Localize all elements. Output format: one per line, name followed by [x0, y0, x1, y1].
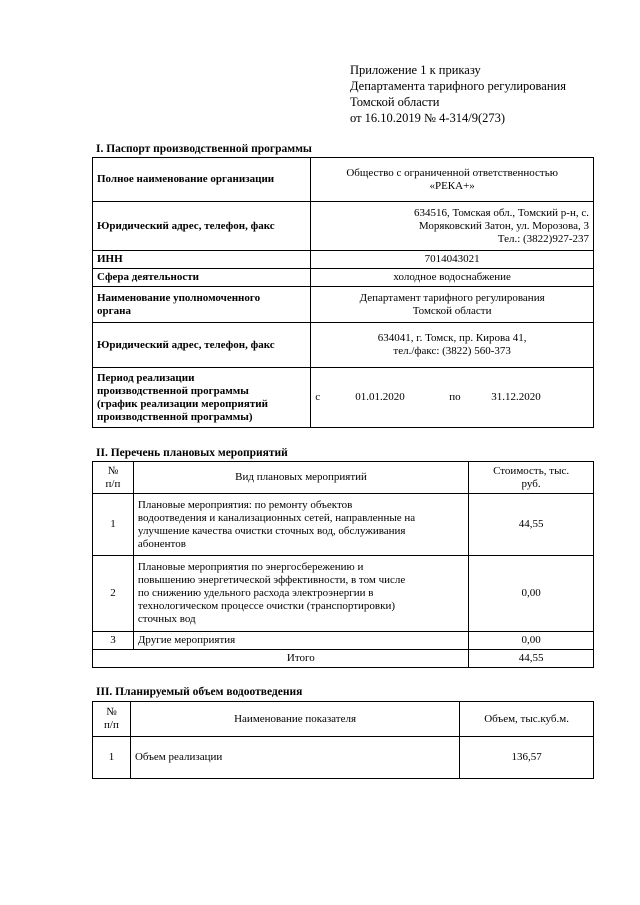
passport-table [92, 157, 594, 428]
section2-title: II. Перечень плановых мероприятий [96, 447, 288, 459]
header-volume: Объем, тыс.куб.м. [460, 702, 594, 737]
passport-value: 634516, Томская обл., Томский р-н, с. Моряковский Затон, ул. Морозова, 3 Тел.: (3822)927-237 [311, 202, 594, 251]
row-name: Другие мероприятия [133, 632, 468, 650]
appendix-header [350, 62, 566, 126]
table-header-row [93, 702, 594, 737]
period-to-date: 31.12.2020 [491, 391, 541, 403]
passport-row-period [93, 368, 594, 428]
passport-label: Сфера деятельности [93, 269, 311, 287]
row-num: 2 [93, 556, 134, 632]
passport-label: Полное наименование организации [93, 158, 311, 202]
volume-table [92, 701, 594, 779]
appendix-line-3: Томской области [350, 95, 440, 109]
total-cost: 44,55 [469, 650, 594, 668]
row-cost: 44,55 [469, 494, 594, 556]
row-num: 1 [93, 737, 131, 779]
passport-label: ИНН [93, 251, 311, 269]
table-header-row [93, 462, 594, 494]
header-name: Вид плановых мероприятий [133, 462, 468, 494]
row-name: Плановые мероприятия по энергосбережению и повышению энергетической эффективности, в том числе по снижению удельного расхода электроэнергии в технологическом процессе очистки (транспортировки) сточных вод [133, 556, 468, 632]
header-name: Наименование показателя [130, 702, 459, 737]
passport-row [93, 251, 594, 269]
passport-value: холодное водоснабжение [311, 269, 594, 287]
passport-row [93, 202, 594, 251]
passport-label: Юридический адрес, телефон, факс [93, 202, 311, 251]
passport-value: Общество с ограниченной ответственностью «РЕКА+» [311, 158, 594, 202]
period-label: Период реализации производственной программы (график реализации мероприятий производственной программы) [93, 368, 311, 428]
total-label: Итого [133, 650, 468, 668]
row-cost: 0,00 [469, 632, 594, 650]
period-from-word: с [315, 391, 321, 403]
period-to-word: по [449, 391, 461, 403]
passport-row [93, 287, 594, 323]
planned-measures-table [92, 461, 594, 668]
appendix-line-4: от 16.10.2019 № 4-314/9(273) [350, 111, 506, 125]
passport-value: 634041, г. Томск, пр. Кирова 41, тел./факс: (3822) 560-373 [311, 323, 594, 368]
appendix-line-2: Департамента тарифного регулирования [350, 79, 566, 93]
passport-row [93, 269, 594, 287]
row-num: 3 [93, 632, 134, 650]
passport-label: Юридический адрес, телефон, факс [93, 323, 311, 368]
passport-value: Департамент тарифного регулирования Томской области [311, 287, 594, 323]
section1-title: I. Паспорт производственной программы [96, 143, 312, 155]
passport-row [93, 323, 594, 368]
appendix-line-1: Приложение 1 к приказу [350, 63, 481, 77]
passport-label: Наименование уполномоченного органа [93, 287, 311, 323]
passport-value: 7014043021 [311, 251, 594, 269]
row-name: Плановые мероприятия: по ремонту объектов водоотведения и канализационных сетей, направленные на улучшение качества очистки сточных вод, обслуживания абонентов [133, 494, 468, 556]
table-row [93, 632, 594, 650]
table-row [93, 737, 594, 779]
header-num: № п/п [93, 702, 131, 737]
period-value [311, 368, 594, 428]
row-cost: 0,00 [469, 556, 594, 632]
header-cost: Стоимость, тыс. руб. [469, 462, 594, 494]
period-from-date: 01.01.2020 [355, 391, 405, 403]
row-num: 1 [93, 494, 134, 556]
table-row [93, 494, 594, 556]
total-row [93, 650, 594, 668]
section3-title: III. Планируемый объем водоотведения [96, 686, 303, 698]
passport-row [93, 158, 594, 202]
table-row [93, 556, 594, 632]
header-num: № п/п [93, 462, 134, 494]
row-name: Объем реализации [130, 737, 459, 779]
row-volume: 136,57 [460, 737, 594, 779]
